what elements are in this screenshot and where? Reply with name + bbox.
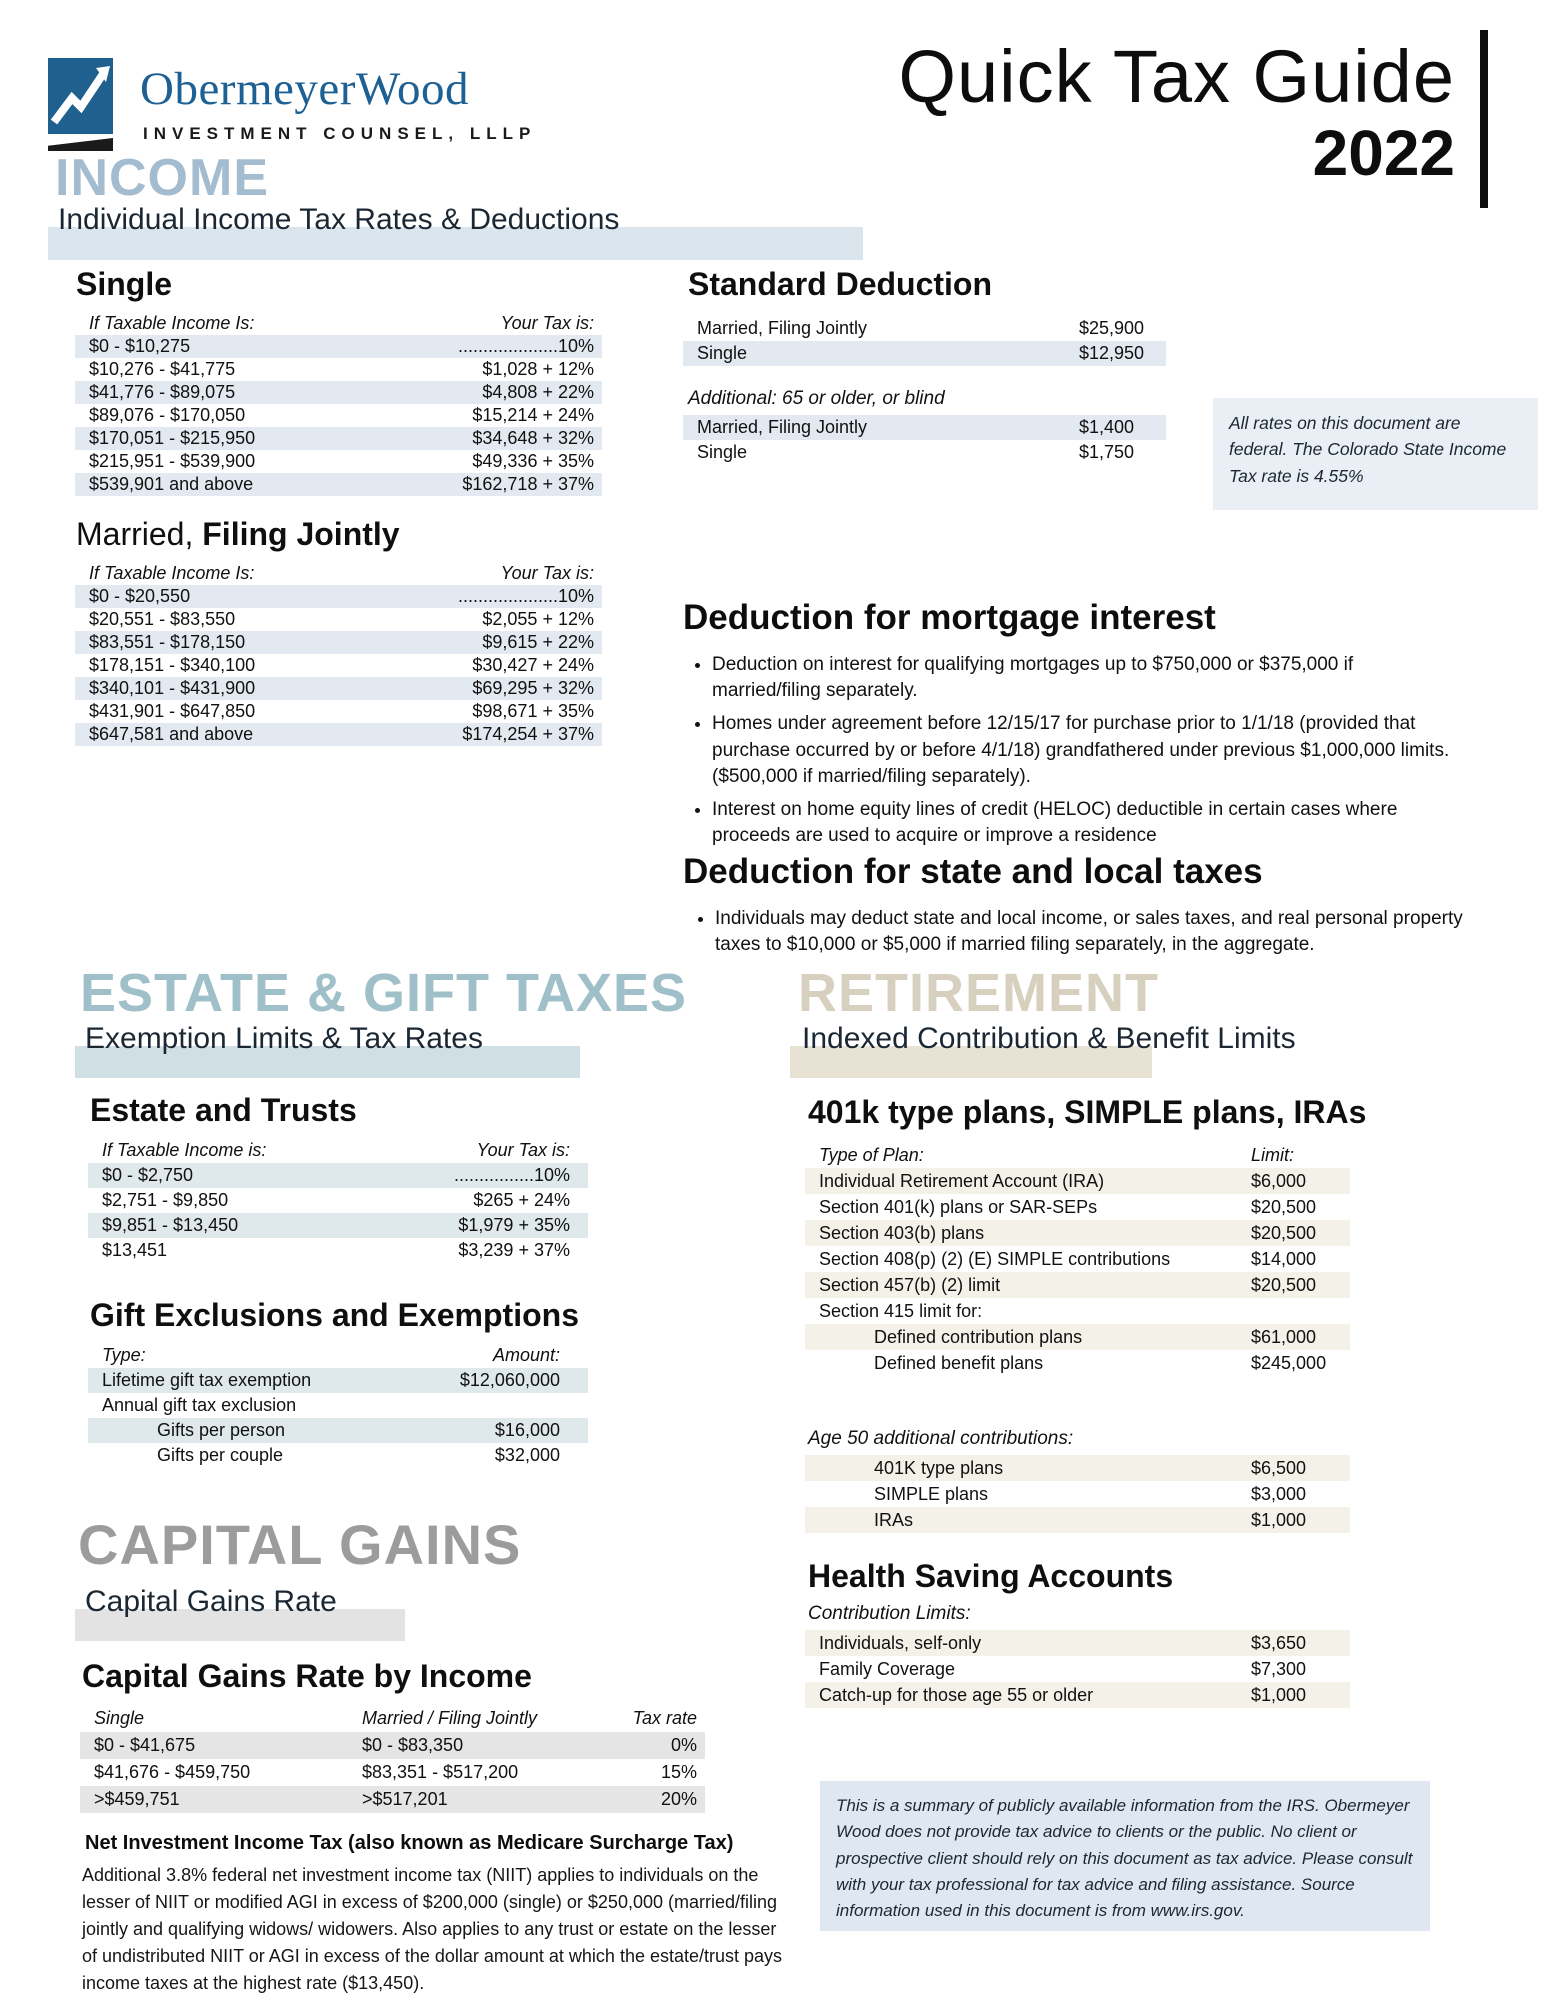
table-row: $41,776 - $89,075 $4,808 + 22% — [75, 381, 602, 404]
table-row: $0 - $2,750 ................10% — [88, 1163, 588, 1188]
estate-trusts-table — [88, 1138, 588, 1263]
niit-title: Net Investment Income Tax (also known as Medicare Surcharge Tax) — [85, 1832, 734, 1854]
table-row: Defined benefit plans $245,000 — [874, 1352, 1327, 1373]
table-header — [80, 1705, 705, 1732]
capital-gains-section-title: CAPITAL GAINS — [78, 1513, 522, 1576]
table-row: $10,276 - $41,775 $1,028 + 12% — [89, 359, 594, 379]
column-header: Your Tax is: — [500, 313, 594, 333]
gift-exclusions-title: Gift Exclusions and Exemptions — [90, 1297, 579, 1333]
table-row: $9,851 - $13,450 $1,979 + 35% — [88, 1213, 588, 1238]
table-row: 401K type plans $6,500 — [805, 1455, 1350, 1481]
table-row: $83,551 - $178,150 $9,615 + 22% — [75, 631, 602, 654]
table-header — [75, 562, 602, 585]
header-vertical-rule — [1480, 30, 1488, 208]
salt-bullet-list — [715, 906, 1505, 965]
table-row: Annual gift tax exclusion — [102, 1395, 297, 1415]
table-row: Married, Filing Jointly $1,400 — [683, 415, 1166, 440]
table-row: $13,451 $3,239 + 37% — [102, 1240, 570, 1260]
column-header: Single — [94, 1708, 145, 1728]
document-year: 2022 — [1312, 117, 1455, 189]
table-header — [805, 1142, 1350, 1168]
table-row: $340,101 - $431,900 $69,295 + 32% — [75, 677, 602, 700]
salt-deduction-title: Deduction for state and local taxes — [683, 852, 1263, 891]
capital-gains-section-subtitle: Capital Gains Rate — [85, 1585, 337, 1619]
estate-trusts-title: Estate and Trusts — [90, 1092, 357, 1128]
column-header: If Taxable Income Is: — [89, 313, 255, 333]
column-header: Limit: — [1251, 1144, 1295, 1165]
table-row: Single $1,750 — [697, 442, 1135, 462]
bullet-item: • Individuals may deduct state and local income, or sales taxes, and real personal property taxes to $10,000 or $5,000 if married filing separately, in the aggregate. — [715, 906, 1505, 958]
table-row: $89,076 - $170,050 $15,214 + 24% — [89, 405, 594, 425]
retirement-plans-table — [805, 1142, 1350, 1376]
additional-deduction-table — [683, 415, 1166, 465]
table-row: $20,551 - $83,550 $2,055 + 12% — [89, 609, 594, 629]
table-row: Section 415 limit for: — [819, 1300, 983, 1321]
table-row: Lifetime gift tax exemption $12,060,000 — [88, 1368, 588, 1393]
mortgage-bullet-list — [712, 652, 1457, 857]
table-row: Gifts per person $16,000 — [88, 1418, 588, 1443]
additional-deduction-label: Additional: 65 or older, or blind — [688, 388, 945, 409]
column-header: Amount: — [492, 1345, 560, 1365]
column-header: Type: — [102, 1345, 146, 1365]
table-row: $0 - $10,275 ....................10% — [75, 335, 602, 358]
table-row: $0 - $41,675 $0 - $83,350 0% — [80, 1732, 705, 1759]
federal-rates-note: All rates on this document are federal. The Colorado State Income Tax rate is 4.55% — [1213, 398, 1538, 510]
brand-name: ObermeyerWood — [140, 63, 469, 115]
table-row: Catch-up for those age 55 or older $1,000 — [805, 1682, 1350, 1708]
hsa-title: Health Saving Accounts — [808, 1558, 1174, 1594]
table-row: Family Coverage $7,300 — [819, 1658, 1307, 1679]
table-row: Gifts per couple $32,000 — [157, 1445, 560, 1465]
table-row: Defined contribution plans $61,000 — [805, 1324, 1350, 1350]
gift-exclusions-table — [88, 1343, 588, 1468]
table-row: $647,581 and above $174,254 + 37% — [75, 723, 602, 746]
column-header: Married / Filing Jointly — [362, 1708, 538, 1728]
bullet-item: • Homes under agreement before 12/15/17 for purchase prior to 1/1/18 (provided that purchase occurred by or before 4/1/18) grandfathered under previous $1,000,000 limits.($500,000 if married/filing separately). — [712, 711, 1457, 790]
bullet-item: • Deduction on interest for qualifying mortgages up to $750,000 or $375,000 if married/filing separately. — [712, 652, 1457, 704]
niit-body: Additional 3.8% federal net investment income tax (NIIT) applies to individuals on the lesser of NIIT or modified AGI in excess of $200,000 (single) or $250,000 (married/filing jointly and qualifying widows/ widowers. Also applies to any trust or estate on the lesser of undistributed NIIT or AGI in excess of the dollar amount at which the estate/trust pays income taxes at the highest rate ($13,450). — [82, 1865, 783, 1993]
table-row: Section 457(b) (2) limit $20,500 — [805, 1272, 1350, 1298]
table-row: $431,901 - $647,850 $98,671 + 35% — [89, 701, 594, 721]
column-header: Your Tax is: — [476, 1140, 570, 1160]
hsa-limits-label: Contribution Limits: — [808, 1603, 971, 1624]
income-section-subtitle: Individual Income Tax Rates & Deductions — [58, 203, 619, 237]
capital-gains-table — [80, 1705, 705, 1813]
document-title: Quick Tax Guide — [898, 35, 1455, 118]
retirement-section-subtitle: Indexed Contribution & Benefit Limits — [802, 1022, 1296, 1056]
table-row: IRAs $1,000 — [805, 1507, 1350, 1533]
column-header: Type of Plan: — [819, 1144, 924, 1165]
age50-contributions-table — [805, 1455, 1350, 1533]
table-row: $2,751 - $9,850 $265 + 24% — [102, 1190, 570, 1210]
mortgage-deduction-title: Deduction for mortgage interest — [683, 598, 1216, 637]
table-row: $41,676 - $459,750 $83,351 - $517,200 15% — [94, 1762, 697, 1782]
bullet-item: • Interest on home equity lines of credit (HELOC) deductible in certain cases where proceeds are used to acquire or improve a residence — [712, 797, 1457, 849]
income-section-title: INCOME — [55, 149, 269, 207]
table-row: Section 403(b) plans $20,500 — [805, 1220, 1350, 1246]
disclaimer-note: This is a summary of publicly available information from the IRS. Obermeyer Wood does not provide tax advice to clients or the public. No client or prospective client should rely on this document as tax advice. Please consult with your tax professional for tax advice and filing assistance. Source information used in this document is from www.irs.gov. — [820, 1781, 1430, 1931]
table-row: Single $12,950 — [683, 341, 1166, 366]
table-row: >$459,751 >$517,201 20% — [80, 1786, 705, 1813]
table-header — [75, 312, 602, 335]
retirement-plans-title: 401k type plans, SIMPLE plans, IRAs — [808, 1094, 1367, 1130]
brand-subtitle: INVESTMENT COUNSEL, LLLP — [143, 124, 537, 143]
column-header: If Taxable Income is: — [102, 1140, 267, 1160]
single-tax-table — [75, 312, 602, 496]
table-row: $539,901 and above $162,718 + 37% — [75, 473, 602, 496]
table-row: $215,951 - $539,900 $49,336 + 35% — [89, 451, 594, 471]
table-row: Section 401(k) plans or SAR-SEPs $20,500 — [819, 1196, 1317, 1217]
age50-contributions-label: Age 50 additional contributions: — [808, 1428, 1074, 1449]
table-row: Section 408(p) (2) (E) SIMPLE contributions $14,000 — [819, 1248, 1317, 1269]
married-tax-table — [75, 562, 602, 746]
single-table-title: Single — [76, 266, 173, 302]
table-header — [88, 1138, 588, 1163]
column-header: Your Tax is: — [500, 563, 594, 583]
company-logo-icon — [48, 58, 113, 134]
column-header: If Taxable Income Is: — [89, 563, 255, 583]
table-row: Married, Filing Jointly $25,900 — [697, 318, 1145, 338]
table-row: $170,051 - $215,950 $34,648 + 32% — [75, 427, 602, 450]
married-table-title: Married, Filing Jointly — [76, 516, 400, 552]
hsa-table — [805, 1630, 1350, 1708]
estate-section-subtitle: Exemption Limits & Tax Rates — [85, 1022, 483, 1056]
table-row: Individual Retirement Account (IRA) $6,000 — [805, 1168, 1350, 1194]
table-row: $178,151 - $340,100 $30,427 + 24% — [89, 655, 594, 675]
estate-section-title: ESTATE & GIFT TAXES — [80, 963, 688, 1023]
table-row: SIMPLE plans $3,000 — [874, 1483, 1307, 1504]
capital-gains-by-income-title: Capital Gains Rate by Income — [82, 1658, 532, 1694]
table-header — [88, 1343, 588, 1368]
column-header: Tax rate — [632, 1708, 697, 1728]
standard-deduction-table — [683, 316, 1166, 366]
table-row: Individuals, self-only $3,650 — [805, 1630, 1350, 1656]
retirement-section-title: RETIREMENT — [798, 963, 1159, 1023]
standard-deduction-title: Standard Deduction — [688, 266, 993, 302]
table-row: $0 - $20,550 ....................10% — [75, 585, 602, 608]
